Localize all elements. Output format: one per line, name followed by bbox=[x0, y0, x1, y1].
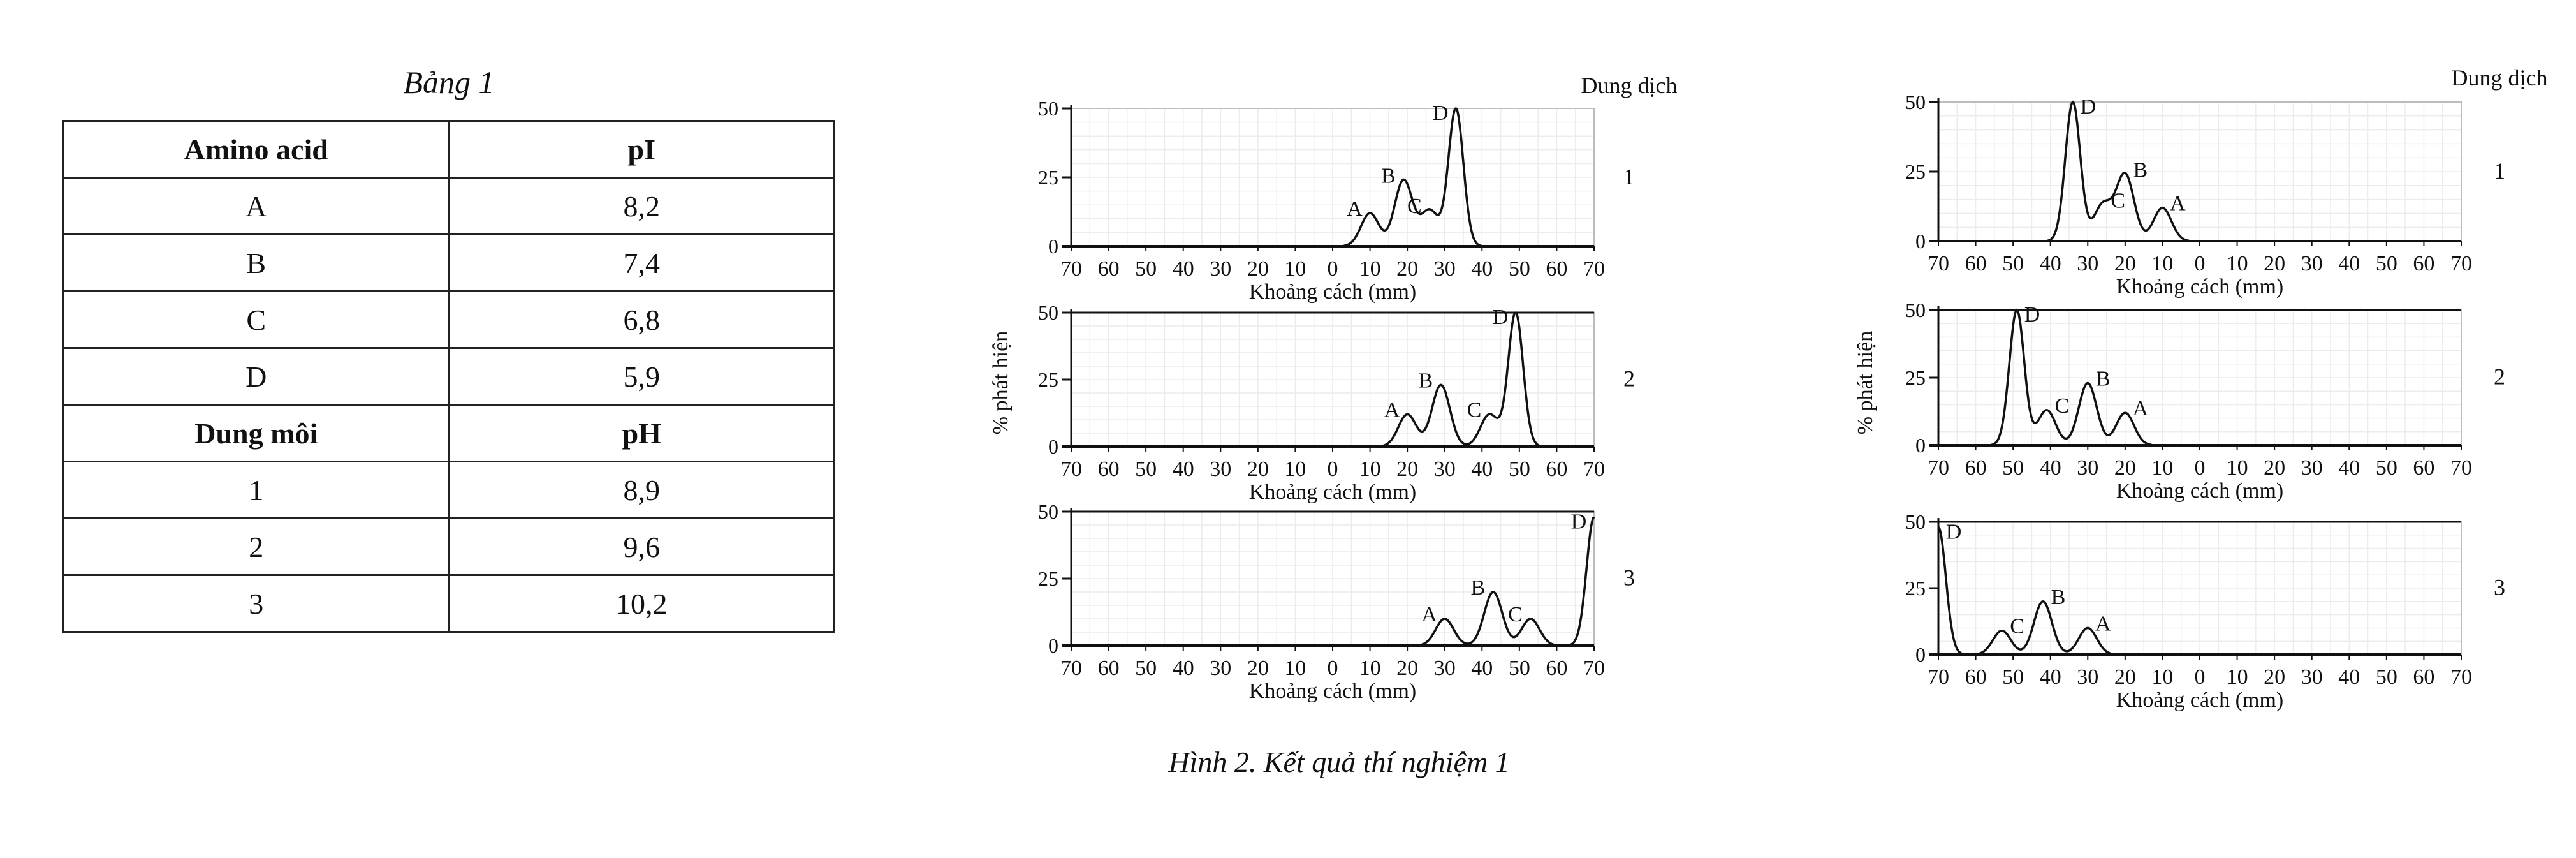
peak-label: B bbox=[2051, 585, 2066, 609]
y-axis-label: % phát hiện bbox=[989, 330, 1013, 435]
peak-label: B bbox=[1418, 369, 1433, 393]
table-header-row bbox=[64, 121, 835, 178]
table-cell: 8,2 bbox=[449, 178, 835, 235]
x-tick-label: 50 bbox=[2002, 252, 2024, 276]
corner-label: Dung dịch bbox=[1581, 73, 1678, 98]
panel-label: 2 bbox=[1623, 366, 1635, 392]
x-tick-label: 70 bbox=[2450, 456, 2472, 480]
y-tick-label: 50 bbox=[1905, 91, 1926, 114]
x-tick-label: 50 bbox=[1135, 656, 1157, 680]
peak-label: B bbox=[2133, 158, 2148, 182]
x-axis-label: Khoảng cách (mm) bbox=[2116, 688, 2284, 712]
peak-label: A bbox=[1384, 398, 1400, 422]
table-cell: 10,2 bbox=[449, 575, 835, 632]
x-tick-label: 20 bbox=[2114, 252, 2136, 276]
y-tick-label: 50 bbox=[1038, 301, 1058, 324]
x-tick-label: 30 bbox=[2077, 665, 2099, 689]
x-tick-label: 30 bbox=[1433, 457, 1456, 481]
panel-1 bbox=[1905, 91, 2505, 299]
amino-acid-table bbox=[62, 120, 835, 633]
y-tick-label: 0 bbox=[1915, 434, 1926, 457]
table-caption: Bảng 1 bbox=[403, 64, 495, 100]
peak-label: B bbox=[2095, 367, 2111, 391]
y-tick-label: 25 bbox=[1905, 366, 1926, 389]
x-tick-label: 30 bbox=[2301, 252, 2323, 276]
x-tick-label: 20 bbox=[1396, 457, 1419, 481]
x-tick-label: 20 bbox=[1247, 257, 1269, 281]
x-tick-label: 60 bbox=[1097, 656, 1120, 680]
table-header-cell: pH bbox=[449, 405, 835, 462]
table-cell: 7,4 bbox=[449, 235, 835, 292]
y-tick-label: 0 bbox=[1048, 634, 1058, 657]
panel-label: 3 bbox=[2494, 574, 2505, 600]
y-tick-label: 50 bbox=[1038, 500, 1058, 523]
panel-3 bbox=[1038, 500, 1635, 703]
peak-label: D bbox=[2024, 303, 2040, 327]
table-cell: 3 bbox=[64, 575, 450, 632]
x-tick-label: 60 bbox=[2413, 456, 2435, 480]
x-tick-label: 70 bbox=[2450, 665, 2472, 689]
x-tick-label: 60 bbox=[1097, 457, 1120, 481]
peak-label: C bbox=[1508, 603, 1523, 626]
peak-label: A bbox=[2132, 397, 2149, 421]
panel-3 bbox=[1905, 510, 2505, 712]
x-tick-label: 40 bbox=[2338, 456, 2360, 480]
y-tick-label: 50 bbox=[1038, 97, 1058, 120]
y-tick-label: 0 bbox=[1048, 235, 1058, 258]
panel-label: 3 bbox=[1623, 565, 1635, 591]
peak-label: A bbox=[2170, 191, 2186, 216]
table-header-cell: pI bbox=[449, 121, 835, 178]
table-row bbox=[64, 519, 835, 575]
x-tick-label: 70 bbox=[1060, 457, 1082, 481]
table-cell: 6,8 bbox=[449, 292, 835, 348]
y-tick-label: 25 bbox=[1038, 567, 1058, 590]
x-tick-label: 40 bbox=[1471, 457, 1493, 481]
panel-1 bbox=[1038, 97, 1635, 304]
y-tick-label: 0 bbox=[1048, 435, 1058, 458]
table-cell: 1 bbox=[64, 462, 450, 519]
x-tick-label: 10 bbox=[1284, 257, 1306, 281]
x-tick-label: 50 bbox=[2002, 456, 2024, 480]
panel-2 bbox=[1038, 301, 1635, 504]
table-cell: C bbox=[64, 292, 450, 348]
table-cell: A bbox=[64, 178, 450, 235]
peak-label: B bbox=[1380, 164, 1396, 188]
x-tick-label: 10 bbox=[1284, 457, 1306, 481]
x-tick-label: 50 bbox=[2375, 456, 2397, 480]
peak-label: C bbox=[2010, 614, 2024, 639]
y-tick-label: 25 bbox=[1905, 160, 1926, 183]
x-tick-label: 60 bbox=[1965, 252, 1987, 276]
peak-label: C bbox=[2111, 189, 2126, 213]
x-axis-label: Khoảng cách (mm) bbox=[1248, 280, 1417, 304]
peak-label: A bbox=[2095, 612, 2111, 636]
x-tick-label: 40 bbox=[2039, 456, 2061, 480]
x-tick-label: 20 bbox=[2264, 252, 2286, 276]
x-tick-label: 30 bbox=[1210, 656, 1232, 680]
x-tick-label: 70 bbox=[1060, 656, 1082, 680]
peak-label: D bbox=[1433, 101, 1449, 125]
x-tick-label: 0 bbox=[1327, 656, 1338, 680]
x-tick-label: 10 bbox=[2151, 252, 2174, 276]
table-row bbox=[64, 462, 835, 519]
x-tick-label: 0 bbox=[2194, 665, 2206, 689]
x-tick-label: 40 bbox=[2039, 665, 2061, 689]
x-tick-label: 70 bbox=[1583, 457, 1605, 481]
peak-label: D bbox=[1570, 510, 1587, 534]
chart-left bbox=[982, 64, 1696, 727]
chart-right bbox=[1836, 64, 2550, 740]
x-axis-label: Khoảng cách (mm) bbox=[1248, 480, 1417, 504]
x-tick-label: 20 bbox=[1396, 656, 1419, 680]
table-header-cell: Dung môi bbox=[64, 405, 450, 462]
peak-label: A bbox=[1347, 197, 1363, 221]
x-tick-label: 20 bbox=[2114, 665, 2136, 689]
x-tick-label: 30 bbox=[2077, 456, 2099, 480]
table-cell: 8,9 bbox=[449, 462, 835, 519]
peak-label: C bbox=[1407, 194, 1422, 218]
x-tick-label: 20 bbox=[2264, 456, 2286, 480]
table-row bbox=[64, 178, 835, 235]
x-axis-label: Khoảng cách (mm) bbox=[2116, 479, 2284, 503]
x-tick-label: 10 bbox=[1284, 656, 1306, 680]
table-row bbox=[64, 348, 835, 405]
x-tick-label: 20 bbox=[1247, 457, 1269, 481]
panel-2 bbox=[1905, 299, 2505, 503]
peak-label: C bbox=[1467, 398, 1482, 422]
x-tick-label: 10 bbox=[2151, 456, 2174, 480]
x-tick-label: 20 bbox=[2264, 665, 2286, 689]
y-tick-label: 25 bbox=[1038, 368, 1058, 391]
x-tick-label: 10 bbox=[2151, 665, 2174, 689]
x-tick-label: 60 bbox=[1546, 257, 1568, 281]
x-tick-label: 0 bbox=[1327, 457, 1338, 481]
table-row bbox=[64, 292, 835, 348]
x-tick-label: 70 bbox=[1928, 665, 1949, 689]
x-tick-label: 40 bbox=[1172, 457, 1194, 481]
x-tick-label: 60 bbox=[1546, 457, 1568, 481]
y-tick-label: 0 bbox=[1915, 230, 1926, 253]
x-tick-label: 70 bbox=[1928, 252, 1949, 276]
x-tick-label: 40 bbox=[2338, 665, 2360, 689]
x-axis-label: Khoảng cách (mm) bbox=[2116, 275, 2284, 299]
x-tick-label: 60 bbox=[2413, 252, 2435, 276]
x-tick-label: 30 bbox=[2301, 456, 2323, 480]
x-tick-label: 60 bbox=[1965, 456, 1987, 480]
peak-label: C bbox=[2054, 394, 2070, 418]
x-tick-label: 40 bbox=[1172, 257, 1194, 281]
panel-label: 1 bbox=[2494, 158, 2505, 184]
y-tick-label: 50 bbox=[1905, 299, 1926, 322]
table-row bbox=[64, 235, 835, 292]
y-tick-label: 0 bbox=[1915, 643, 1926, 666]
x-tick-label: 10 bbox=[2226, 456, 2248, 480]
x-tick-label: 60 bbox=[1097, 257, 1120, 281]
corner-label: Dung dịch bbox=[2451, 65, 2548, 91]
x-tick-label: 40 bbox=[2338, 252, 2360, 276]
x-tick-label: 50 bbox=[2375, 665, 2397, 689]
peak-label: D bbox=[2080, 95, 2097, 119]
table-header-cell: Amino acid bbox=[64, 121, 450, 178]
x-tick-label: 50 bbox=[1508, 457, 1530, 481]
table-cell: 2 bbox=[64, 519, 450, 575]
x-tick-label: 50 bbox=[1508, 656, 1530, 680]
x-tick-label: 0 bbox=[1327, 257, 1338, 281]
peak-label: A bbox=[1421, 603, 1437, 626]
panel-label: 1 bbox=[1623, 163, 1635, 189]
x-tick-label: 30 bbox=[1210, 457, 1232, 481]
x-tick-label: 40 bbox=[1471, 257, 1493, 281]
x-tick-label: 50 bbox=[1135, 257, 1157, 281]
x-tick-label: 10 bbox=[1359, 257, 1381, 281]
x-tick-label: 50 bbox=[2002, 665, 2024, 689]
x-tick-label: 40 bbox=[1172, 656, 1194, 680]
panel-label: 2 bbox=[2494, 364, 2505, 390]
y-tick-label: 50 bbox=[1905, 510, 1926, 533]
x-tick-label: 70 bbox=[2450, 252, 2472, 276]
table-row bbox=[64, 575, 835, 632]
x-tick-label: 20 bbox=[1247, 656, 1269, 680]
table-cell: B bbox=[64, 235, 450, 292]
x-axis-label: Khoảng cách (mm) bbox=[1248, 679, 1417, 703]
x-tick-label: 70 bbox=[1583, 656, 1605, 680]
x-tick-label: 70 bbox=[1928, 456, 1949, 480]
x-tick-label: 10 bbox=[1359, 656, 1381, 680]
x-tick-label: 30 bbox=[1210, 257, 1232, 281]
x-tick-label: 70 bbox=[1060, 257, 1082, 281]
table-cell: 5,9 bbox=[449, 348, 835, 405]
x-tick-label: 20 bbox=[1396, 257, 1419, 281]
y-tick-label: 25 bbox=[1038, 166, 1058, 189]
x-tick-label: 30 bbox=[2077, 252, 2099, 276]
x-tick-label: 50 bbox=[1508, 257, 1530, 281]
x-tick-label: 10 bbox=[2226, 252, 2248, 276]
peak-label: B bbox=[1470, 576, 1486, 600]
x-tick-label: 30 bbox=[2301, 665, 2323, 689]
x-tick-label: 0 bbox=[2194, 456, 2206, 480]
y-axis-label: % phát hiện bbox=[1854, 330, 1877, 435]
figure-caption: Hình 2. Kết quả thí nghiệm 1 bbox=[1168, 746, 1510, 778]
x-tick-label: 60 bbox=[2413, 665, 2435, 689]
x-tick-label: 60 bbox=[1546, 656, 1568, 680]
x-tick-label: 50 bbox=[1135, 457, 1157, 481]
x-tick-label: 50 bbox=[2375, 252, 2397, 276]
x-tick-label: 10 bbox=[2226, 665, 2248, 689]
table-cell: D bbox=[64, 348, 450, 405]
x-tick-label: 40 bbox=[1471, 656, 1493, 680]
peak-label: D bbox=[1492, 306, 1509, 329]
x-tick-label: 30 bbox=[1433, 257, 1456, 281]
y-tick-label: 25 bbox=[1905, 577, 1926, 600]
table-cell: 9,6 bbox=[449, 519, 835, 575]
table-header-row bbox=[64, 405, 835, 462]
x-tick-label: 10 bbox=[1359, 457, 1381, 481]
x-tick-label: 0 bbox=[2194, 252, 2206, 276]
x-tick-label: 40 bbox=[2039, 252, 2061, 276]
x-tick-label: 20 bbox=[2114, 456, 2136, 480]
x-tick-label: 70 bbox=[1583, 257, 1605, 281]
x-tick-label: 30 bbox=[1433, 656, 1456, 680]
peak-label: D bbox=[1945, 520, 1962, 544]
x-tick-label: 60 bbox=[1965, 665, 1987, 689]
